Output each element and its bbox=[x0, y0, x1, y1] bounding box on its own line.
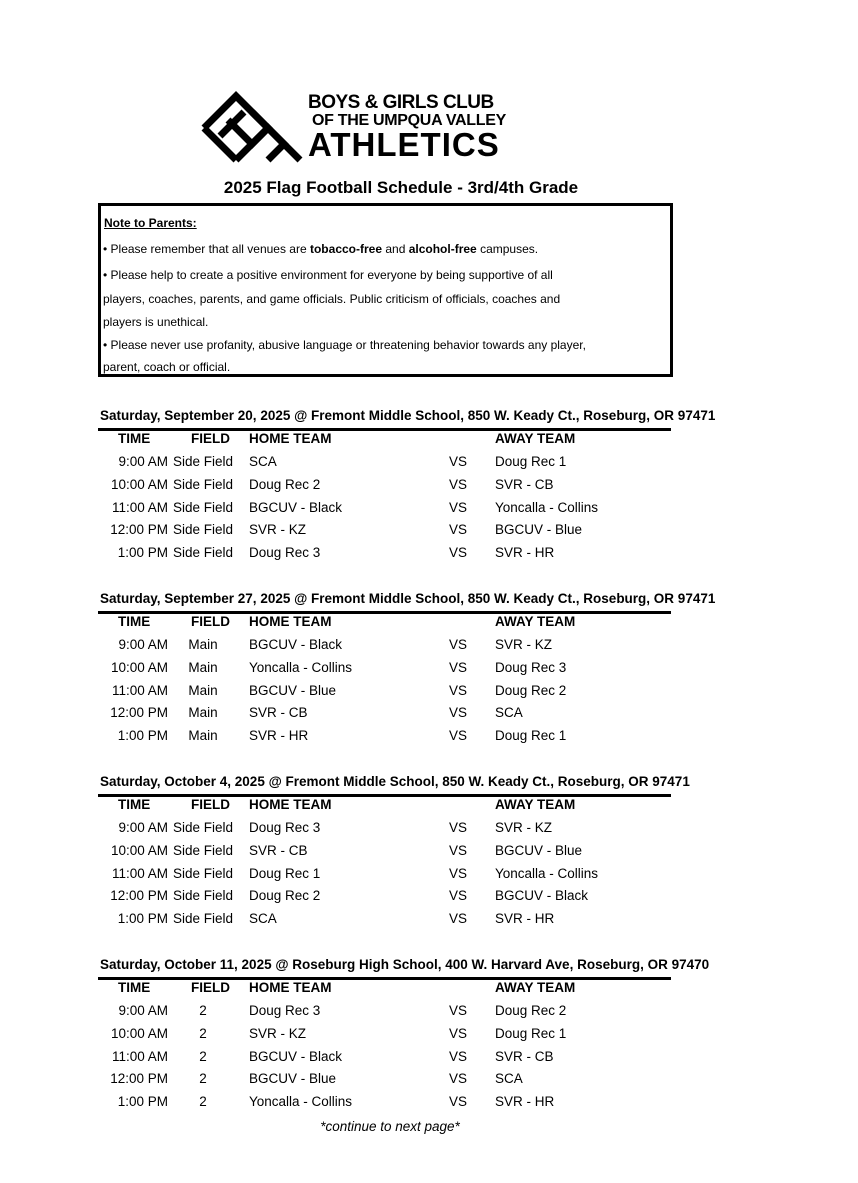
game-row bbox=[100, 888, 672, 910]
versus-label: VS bbox=[449, 682, 468, 698]
away-team: Yoncalla - Collins bbox=[495, 865, 599, 881]
game-row bbox=[100, 1071, 672, 1093]
column-header-away: AWAY TEAM bbox=[495, 980, 576, 995]
game-time: 9:00 AM bbox=[118, 1003, 168, 1018]
column-header-home: HOME TEAM bbox=[249, 431, 332, 446]
game-row bbox=[100, 683, 672, 705]
home-team: Yoncalla - Collins bbox=[249, 1094, 353, 1110]
game-field: 2 bbox=[199, 1025, 207, 1041]
column-header-home: HOME TEAM bbox=[249, 980, 332, 995]
continue-note: *continue to next page* bbox=[320, 1119, 460, 1134]
home-team: SVR - KZ bbox=[249, 1025, 307, 1041]
home-team: Doug Rec 1 bbox=[249, 865, 321, 881]
column-header-away: AWAY TEAM bbox=[495, 614, 576, 629]
home-team: Doug Rec 3 bbox=[249, 820, 321, 835]
home-team: SVR - HR bbox=[249, 728, 309, 744]
versus-label: VS bbox=[449, 476, 468, 492]
away-team: SVR - KZ bbox=[495, 637, 553, 652]
away-team: BGCUV - Blue bbox=[495, 842, 583, 858]
game-row bbox=[100, 500, 672, 522]
column-header-time: TIME bbox=[118, 431, 151, 446]
versus-label: VS bbox=[449, 911, 468, 927]
versus-label: VS bbox=[449, 545, 468, 561]
game-field: Side Field bbox=[172, 476, 234, 492]
away-team: Doug Rec 1 bbox=[495, 1025, 567, 1041]
game-time: 11:00 AM bbox=[111, 865, 168, 881]
column-header-home: HOME TEAM bbox=[249, 614, 332, 629]
game-time: 10:00 AM bbox=[110, 1025, 168, 1041]
versus-label: VS bbox=[449, 1025, 468, 1041]
column-header-time: TIME bbox=[118, 980, 151, 995]
section-divider bbox=[98, 611, 671, 614]
note-line: • Please help to create a positive environment for everyone by being supportive of all bbox=[103, 268, 553, 282]
home-team: Doug Rec 2 bbox=[249, 476, 321, 492]
versus-label: VS bbox=[449, 499, 468, 515]
away-team: Doug Rec 2 bbox=[495, 682, 567, 698]
away-team: SVR - CB bbox=[495, 1048, 554, 1064]
club-logo bbox=[198, 90, 570, 168]
game-row bbox=[100, 911, 672, 933]
home-team: Doug Rec 3 bbox=[249, 1003, 321, 1018]
game-field: Side Field bbox=[172, 499, 234, 515]
versus-label: VS bbox=[449, 728, 468, 744]
home-team: SCA bbox=[249, 454, 277, 469]
note-line: players is unethical. bbox=[103, 315, 209, 329]
note-line: • Please remember that all venues are tobacco-free and alcohol-free campuses. bbox=[103, 242, 539, 256]
game-field: Side Field bbox=[172, 911, 234, 927]
away-team: BGCUV - Black bbox=[495, 888, 589, 904]
home-team: Yoncalla - Collins bbox=[249, 659, 353, 675]
notes-heading: Note to Parents: bbox=[104, 216, 197, 230]
game-time: 9:00 AM bbox=[118, 820, 168, 835]
game-field: Side Field bbox=[172, 842, 234, 858]
away-team: SVR - KZ bbox=[495, 820, 553, 835]
boys-girls-club-hands-logo-icon bbox=[198, 90, 306, 166]
column-header-field: FIELD bbox=[191, 614, 230, 629]
versus-label: VS bbox=[449, 659, 468, 675]
game-field: Main bbox=[188, 705, 218, 721]
game-time: 11:00 AM bbox=[111, 1048, 168, 1064]
section-header: Saturday, October 4, 2025 @ Fremont Middle School, 850 W. Keady Ct., Roseburg, OR 97471 bbox=[100, 774, 690, 789]
away-team: SCA bbox=[495, 1071, 523, 1087]
game-field: Side Field bbox=[172, 522, 234, 538]
away-team: SVR - HR bbox=[495, 545, 555, 561]
away-team: Yoncalla - Collins bbox=[495, 499, 599, 515]
section-header: Saturday, October 11, 2025 @ Roseburg High School, 400 W. Harvard Ave, Roseburg, OR 97470 bbox=[100, 957, 710, 972]
game-time: 1:00 PM bbox=[117, 1094, 168, 1110]
column-header-away: AWAY TEAM bbox=[495, 431, 576, 446]
game-field: Side Field bbox=[172, 888, 234, 904]
section-divider bbox=[98, 977, 671, 980]
home-team: BGCUV - Black bbox=[249, 637, 343, 652]
section-divider bbox=[98, 428, 671, 431]
game-field: Main bbox=[188, 728, 218, 744]
away-team: Doug Rec 1 bbox=[495, 728, 567, 744]
game-row bbox=[100, 1094, 672, 1116]
away-team: Doug Rec 1 bbox=[495, 454, 567, 469]
away-team: SVR - HR bbox=[495, 911, 555, 927]
home-team: BGCUV - Black bbox=[249, 499, 343, 515]
column-header-time: TIME bbox=[118, 614, 151, 629]
home-team: SCA bbox=[249, 911, 277, 927]
versus-label: VS bbox=[449, 842, 468, 858]
home-team: BGCUV - Black bbox=[249, 1048, 343, 1064]
schedule-title: 2025 Flag Football Schedule - 3rd/4th Grade bbox=[223, 178, 579, 197]
versus-label: VS bbox=[449, 1071, 468, 1087]
column-header-field: FIELD bbox=[191, 980, 230, 995]
game-field: Side Field bbox=[172, 820, 234, 835]
game-field: Side Field bbox=[172, 545, 234, 561]
versus-label: VS bbox=[449, 820, 468, 835]
logo-line-club-name: BOYS & GIRLS CLUB bbox=[308, 92, 494, 113]
game-row bbox=[100, 705, 672, 727]
note-line: • Please never use profanity, abusive language or threatening behavior towards any player, bbox=[103, 338, 586, 352]
note-line: parent, coach or official. bbox=[103, 360, 231, 374]
home-team: SVR - CB bbox=[249, 842, 308, 858]
versus-label: VS bbox=[449, 865, 468, 881]
game-time: 1:00 PM bbox=[117, 911, 168, 927]
game-time: 9:00 AM bbox=[118, 637, 168, 652]
game-row bbox=[100, 1003, 672, 1025]
game-time: 11:00 AM bbox=[111, 499, 168, 515]
game-row bbox=[100, 866, 672, 888]
column-header-home: HOME TEAM bbox=[249, 797, 332, 812]
note-line: players, coaches, parents, and game officials. Public criticism of officials, coaches and bbox=[103, 292, 561, 306]
away-team: Doug Rec 3 bbox=[495, 659, 567, 675]
game-row bbox=[100, 728, 672, 750]
logo-line-athletics: ATHLETICS bbox=[308, 126, 500, 163]
game-time: 12:00 PM bbox=[110, 705, 168, 721]
home-team: BGCUV - Blue bbox=[249, 1071, 337, 1087]
home-team: Doug Rec 2 bbox=[249, 888, 321, 904]
game-field: Main bbox=[188, 659, 218, 675]
game-time: 10:00 AM bbox=[110, 659, 168, 675]
section-header: Saturday, September 27, 2025 @ Fremont Middle School, 850 W. Keady Ct., Roseburg, OR 97471 bbox=[100, 591, 716, 606]
section-divider bbox=[98, 794, 671, 797]
game-row bbox=[100, 454, 672, 476]
game-row bbox=[100, 843, 672, 865]
away-team: SVR - HR bbox=[495, 1094, 555, 1110]
game-field: 2 bbox=[199, 1071, 207, 1087]
column-header-time: TIME bbox=[118, 797, 151, 812]
versus-label: VS bbox=[449, 1003, 468, 1018]
section-header: Saturday, September 20, 2025 @ Fremont Middle School, 850 W. Keady Ct., Roseburg, OR 97471 bbox=[100, 408, 716, 423]
versus-label: VS bbox=[449, 705, 468, 721]
away-team: BGCUV - Blue bbox=[495, 522, 583, 538]
game-row bbox=[100, 820, 672, 842]
game-row bbox=[100, 477, 672, 499]
game-row bbox=[100, 1049, 672, 1071]
versus-label: VS bbox=[449, 1094, 468, 1110]
game-time: 12:00 PM bbox=[110, 1071, 168, 1087]
game-row bbox=[100, 522, 672, 544]
away-team: Doug Rec 2 bbox=[495, 1003, 567, 1018]
away-team: SVR - CB bbox=[495, 476, 554, 492]
column-header-field: FIELD bbox=[191, 797, 230, 812]
versus-label: VS bbox=[449, 1048, 468, 1064]
game-time: 10:00 AM bbox=[110, 476, 168, 492]
column-header-field: FIELD bbox=[191, 431, 230, 446]
game-time: 12:00 PM bbox=[110, 888, 168, 904]
game-row bbox=[100, 1026, 672, 1048]
game-row bbox=[100, 637, 672, 659]
game-field: 2 bbox=[199, 1094, 207, 1110]
game-row bbox=[100, 660, 672, 682]
column-header-away: AWAY TEAM bbox=[495, 797, 576, 812]
game-field: Main bbox=[188, 637, 218, 652]
game-time: 1:00 PM bbox=[117, 545, 168, 561]
versus-label: VS bbox=[449, 888, 468, 904]
parent-notes-box bbox=[98, 203, 673, 377]
game-time: 10:00 AM bbox=[110, 842, 168, 858]
home-team: BGCUV - Blue bbox=[249, 682, 337, 698]
home-team: SVR - CB bbox=[249, 705, 308, 721]
game-time: 1:00 PM bbox=[117, 728, 168, 744]
versus-label: VS bbox=[449, 454, 468, 469]
game-time: 9:00 AM bbox=[118, 454, 168, 469]
game-field: 2 bbox=[199, 1048, 207, 1064]
game-field: Side Field bbox=[172, 865, 234, 881]
versus-label: VS bbox=[449, 637, 468, 652]
game-time: 11:00 AM bbox=[111, 682, 168, 698]
home-team: Doug Rec 3 bbox=[249, 545, 321, 561]
logo-line-valley: OF THE UMPQUA VALLEY bbox=[312, 112, 507, 129]
game-field: Side Field bbox=[172, 454, 234, 469]
game-row bbox=[100, 545, 672, 567]
away-team: SCA bbox=[495, 705, 523, 721]
game-time: 12:00 PM bbox=[110, 522, 168, 538]
game-field: 2 bbox=[199, 1003, 207, 1018]
game-field: Main bbox=[188, 682, 218, 698]
versus-label: VS bbox=[449, 522, 468, 538]
home-team: SVR - KZ bbox=[249, 522, 307, 538]
